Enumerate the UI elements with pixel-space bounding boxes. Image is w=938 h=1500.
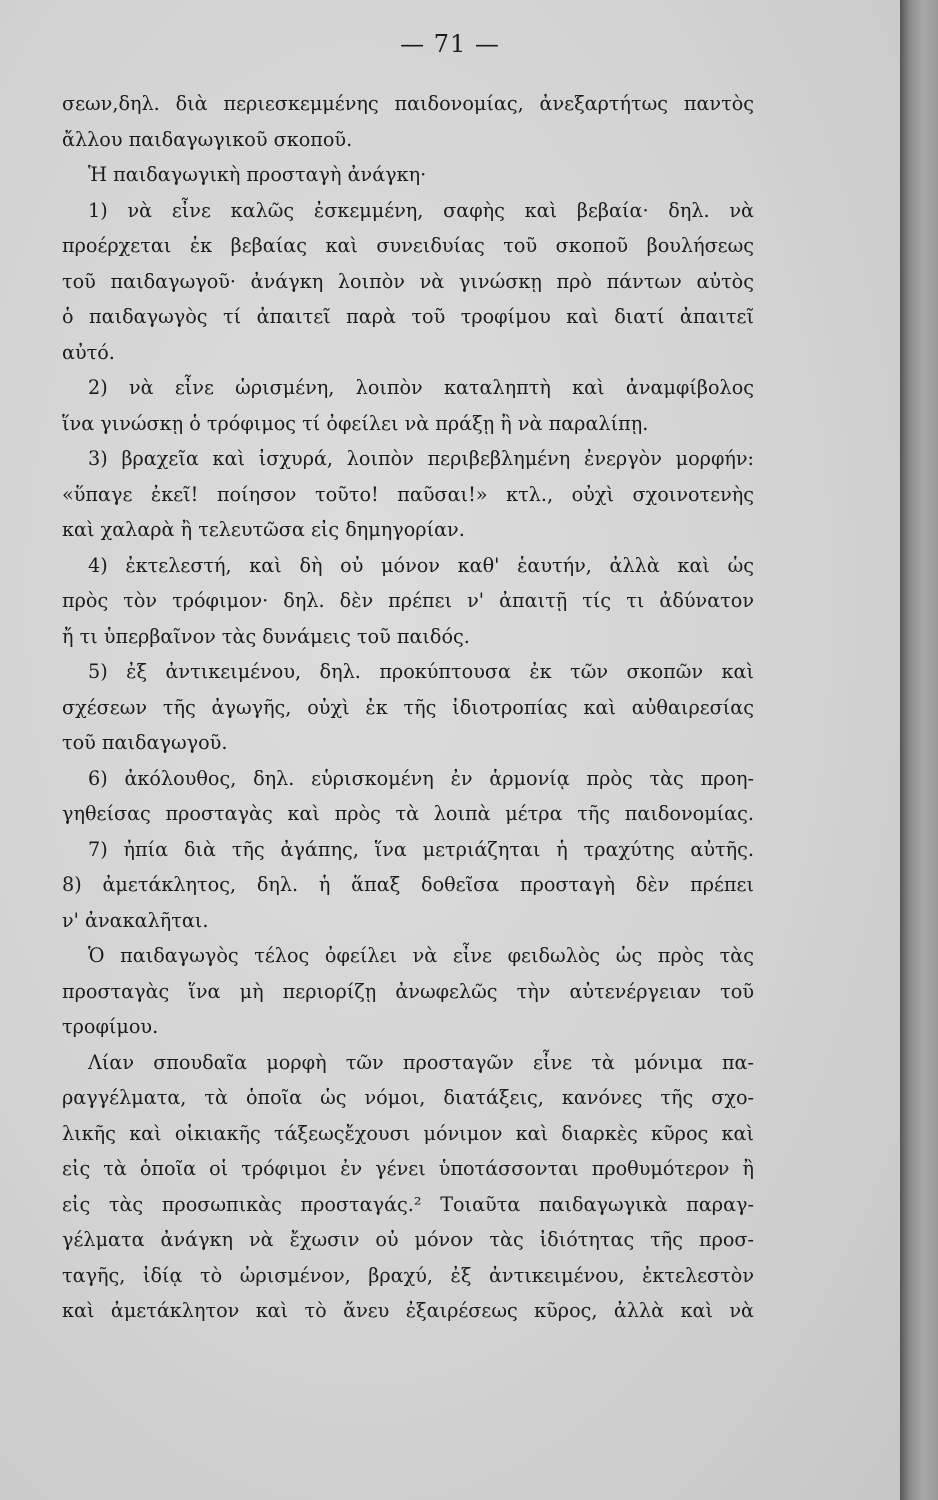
text-line: σεων,δηλ. διὰ περιεσκεμμένης παιδονομίας, ἀνεξαρτήτως παντὸς [62, 92, 754, 115]
text-line: εἰς τὰ ὁποῖα οἱ τρόφιμοι ἐν γένει ὑποτάσσονται προθυμότερον ἢ [62, 1157, 754, 1180]
text-line: προσταγὰς ἵνα μὴ περιορίζῃ ἀνωφελῶς τὴν αὐτενέργειαν τοῦ [62, 979, 754, 1003]
text-line: σχέσεων τῆς ἀγωγῆς, οὐχὶ ἐκ τῆς ἰδιοτροπίας καὶ αὐθαιρεσίας [62, 695, 754, 719]
text-line: ν' ἀνακαλῆται. [62, 908, 209, 932]
text-line: γηθείσας προσταγὰς καὶ πρὸς τὰ λοιπὰ μέτρα τῆς παιδονομίας. [62, 802, 754, 825]
text-line: γέλματα ἀνάγκη νὰ ἔχωσιν οὐ μόνον τὰς ἰδιότητας τῆς προσ- [62, 1228, 754, 1251]
text-line: εἰς τὰς προσωπικὰς προσταγάς.² Τοιαῦτα παιδαγωγικὰ παραγ- [62, 1192, 754, 1216]
text-line: Λίαν σπουδαῖα μορφὴ τῶν προσταγῶν εἶνε τὰ μόνιμα πα- [88, 1050, 754, 1074]
text-line: ἵνα γινώσκῃ ὁ τρόφιμος τί ὀφείλει νὰ πράξῃ ἢ νὰ παραλίπῃ. [62, 411, 649, 435]
text-line: Ὁ παιδαγωγὸς τέλος ὀφείλει νὰ εἶνε φειδωλὸς ὡς πρὸς τὰς [88, 944, 754, 967]
page-number: — 71 — [400, 30, 500, 58]
text-line: τοῦ παιδαγωγοῦ. [62, 731, 228, 754]
text-line: ἄλλου παιδαγωγικοῦ σκοποῦ. [62, 127, 353, 151]
text-line: τοῦ παιδαγωγοῦ· ἀνάγκη λοιπὸν νὰ γινώσκῃ πρὸ πάντων αὐτὸς [62, 269, 754, 293]
text-line: τροφίμου. [62, 1015, 159, 1038]
text-line: καὶ χαλαρὰ ἢ τελευτῶσα εἰς δημηγορίαν. [62, 518, 465, 541]
text-line: 2) νὰ εἶνε ὡρισμένη, λοιπὸν καταληπτὴ καὶ ἀναμφίβολος [88, 376, 754, 399]
page-edge [900, 0, 938, 1500]
text-line: καὶ ἀμετάκλητον καὶ τὸ ἄνευ ἐξαιρέσεως κῦρος, ἀλλὰ καὶ νὰ [62, 1299, 754, 1322]
text-line: λικῆς καὶ οἰκιακῆς τάξεωςἔχουσι μόνιμον καὶ διαρκὲς κῦρος καὶ [62, 1121, 754, 1145]
text-line: 8) ἀμετάκλητος, δηλ. ἡ ἅπαξ δοθεῖσα προσταγὴ δὲν πρέπει [62, 873, 754, 896]
text-line: 1) νὰ εἶνε καλῶς ἐσκεμμένη, σαφὴς καὶ βεβαία· δηλ. νὰ [88, 198, 754, 222]
text-line: προέρχεται ἐκ βεβαίας καὶ συνειδυίας τοῦ σκοποῦ βουλήσεως [62, 234, 754, 257]
text-line: Ἡ παιδαγωγικὴ προσταγὴ ἀνάγκη· [88, 163, 427, 186]
text-line: 6) ἀκόλουθος, δηλ. εὑρισκομένη ἐν ἁρμονίᾳ πρὸς τὰς προη- [88, 766, 754, 790]
text-line: «ὕπαγε ἐκεῖ! ποίησον τοῦτο! παῦσαι!» κτλ., οὐχὶ σχοινοτενὴς [62, 482, 754, 506]
text-line: ὁ παιδαγωγὸς τί ἀπαιτεῖ παρὰ τοῦ τροφίμου καὶ διατί ἀπαιτεῖ [62, 305, 754, 328]
text-line: ταγῆς, ἰδίᾳ τὸ ὡρισμένον, βραχύ, ἐξ ἀντικειμένου, ἐκτελεστὸν [62, 1263, 754, 1287]
text-line: 5) ἐξ ἀντικειμένου, δηλ. προκύπτουσα ἐκ τῶν σκοπῶν καὶ [88, 660, 754, 683]
body-text [62, 86, 754, 1329]
text-line: αὐτό. [62, 340, 115, 364]
text-line: ἤ τι ὑπερβαῖνον τὰς δυνάμεις τοῦ παιδός. [62, 624, 470, 648]
text-line: 7) ἠπία διὰ τῆς ἀγάπης, ἵνα μετριάζηται ἡ τραχύτης αὐτῆς. [88, 837, 754, 861]
text-line: πρὸς τὸν τρόφιμον· δηλ. δὲν πρέπει ν' ἀπαιτῇ τίς τι ἀδύνατον [62, 589, 754, 612]
text-line: 3) βραχεῖα καὶ ἰσχυρά, λοιπὸν περιβεβλημένη ἐνεργὸν μορφήν: [88, 447, 754, 470]
text-line: 4) ἐκτελεστή, καὶ δὴ οὐ μόνον καθ' ἑαυτήν, ἀλλὰ καὶ ὡς [88, 553, 754, 577]
text-line: ραγγέλματα, τὰ ὁποῖα ὡς νόμοι, διατάξεις, κανόνες τῆς σχο- [62, 1086, 754, 1109]
